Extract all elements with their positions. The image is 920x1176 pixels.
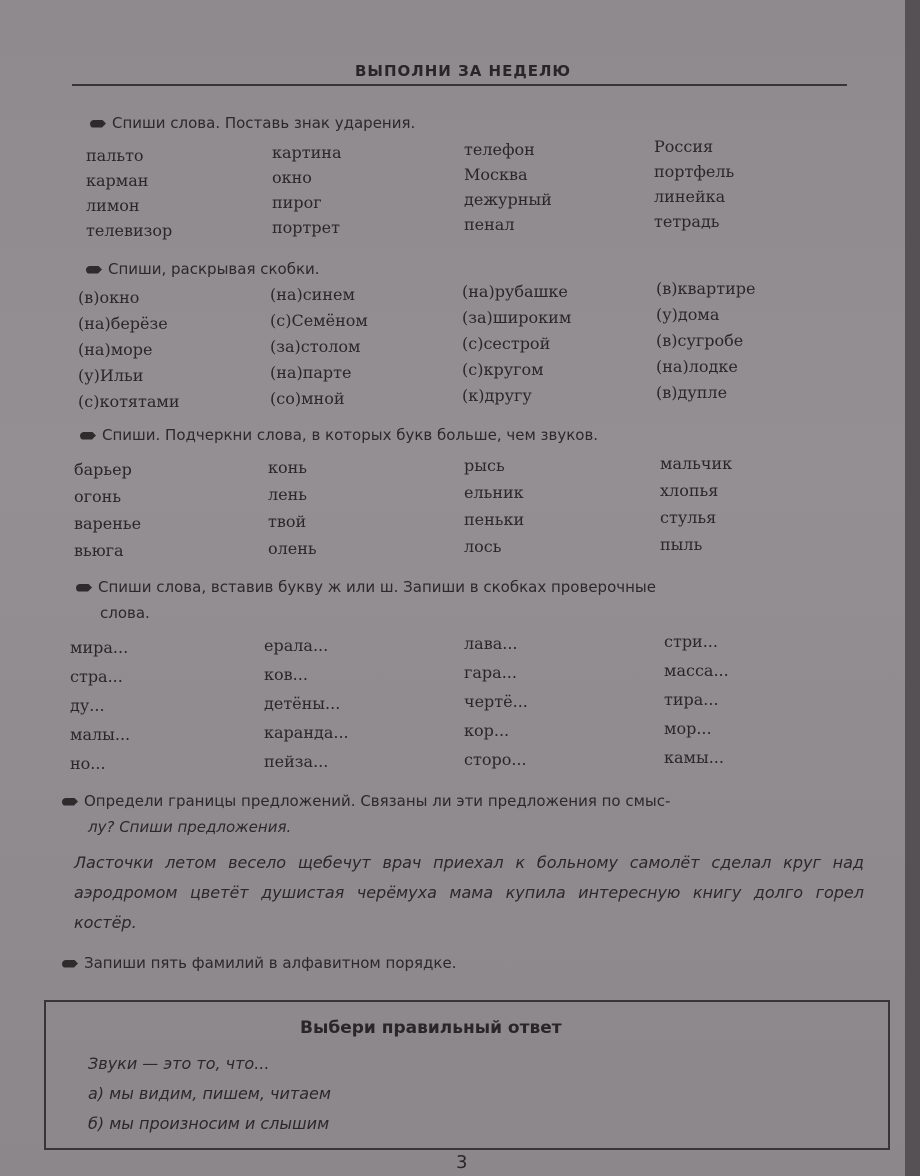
pencil-bullet-icon	[62, 798, 78, 806]
section4-instruction-line1: Спиши слова, вставив букву ж или ш. Запиши в скобках проверочные	[98, 578, 656, 596]
section3-word: вьюга	[74, 541, 124, 560]
section4-word: камы...	[664, 748, 724, 767]
section3-word: твой	[268, 512, 307, 531]
section1-word: тетрадь	[654, 212, 720, 231]
section1-word: линейка	[654, 187, 726, 206]
section1-instruction	[90, 112, 415, 134]
section4-word: стра...	[70, 667, 123, 686]
page-header-title: ВЫПОЛНИ ЗА НЕДЕЛЮ	[355, 62, 572, 80]
header-divider	[72, 84, 847, 86]
section1-word: портфель	[654, 162, 735, 181]
page-number: 3	[456, 1152, 468, 1173]
section4-word: мира...	[70, 638, 129, 657]
section3-word: варенье	[74, 514, 142, 533]
section2-word: (с)кругом	[462, 360, 544, 379]
pencil-bullet-icon	[80, 432, 96, 440]
section4-word: кор...	[464, 721, 510, 740]
section4-word: мор...	[664, 719, 712, 738]
section4-word: сторо...	[464, 750, 527, 769]
section3-word: пеньки	[464, 510, 525, 529]
section4-word: каранда...	[264, 723, 349, 742]
section2-word: (со)мной	[270, 389, 345, 408]
section4-word: ерала...	[264, 636, 329, 655]
box-option-a: а) мы видим, пишем, читаем	[88, 1084, 331, 1103]
section1-word: Россия	[654, 137, 714, 156]
box-title: Выбери правильный ответ	[300, 1018, 562, 1038]
section4-word: ду...	[70, 696, 105, 715]
section1-word: Москва	[464, 165, 528, 184]
pencil-bullet-icon	[62, 960, 78, 968]
pencil-bullet-icon	[76, 584, 92, 592]
box-option-b: б) мы произносим и слышим	[88, 1114, 330, 1133]
section2-word: (на)берёзе	[78, 314, 168, 333]
section1-word: пирог	[272, 193, 322, 212]
section3-word: стулья	[660, 508, 717, 527]
section1-word: портрет	[272, 218, 340, 237]
section4-word: но...	[70, 754, 106, 773]
section2-word: (за)широким	[462, 308, 572, 327]
section2-word: (в)окно	[78, 288, 140, 307]
box-question: Звуки — это то, что...	[88, 1054, 270, 1073]
section5-instruction	[62, 790, 670, 812]
section2-word: (на)парте	[270, 363, 352, 382]
section2-word: (с)Семёном	[270, 311, 368, 330]
section1-word: окно	[272, 168, 312, 187]
section2-word: (с)котятами	[78, 392, 180, 411]
section1-word: телефон	[464, 140, 535, 159]
section2-word: (в)сугробе	[656, 331, 744, 350]
section3-word: рысь	[464, 456, 505, 475]
section2-word: (у)Ильи	[78, 366, 144, 385]
pencil-bullet-icon	[86, 266, 102, 274]
section1-word: карман	[86, 171, 149, 190]
section1-word: телевизор	[86, 221, 173, 240]
section4-word: масса...	[664, 661, 729, 680]
section2-word: (на)синем	[270, 285, 355, 304]
section2-word: (на)море	[78, 340, 153, 359]
section2-word: (за)столом	[270, 337, 361, 356]
section6-instruction	[62, 952, 456, 974]
section4-word: ков...	[264, 665, 308, 684]
section2-word: (на)рубашке	[462, 282, 568, 301]
section2-word: (к)другу	[462, 386, 532, 405]
section3-word: барьер	[74, 460, 132, 479]
section2-word: (с)сестрой	[462, 334, 551, 353]
section5-instruction-line1: Определи границы предложений. Связаны ли эти предложения по смыс-	[84, 792, 671, 810]
section1-word: пенал	[464, 215, 515, 234]
page-edge-shadow	[905, 0, 920, 1176]
section2-word: (у)дома	[656, 305, 720, 324]
section4-word: пейза...	[264, 752, 329, 771]
section3-word: конь	[268, 458, 308, 477]
section4-word: малы...	[70, 725, 131, 744]
section4-word: чертё...	[464, 692, 528, 711]
section3-word: мальчик	[660, 454, 733, 473]
section1-word: пальто	[86, 146, 144, 165]
section1-word: картина	[272, 143, 342, 162]
section2-word: (в)дупле	[656, 383, 728, 402]
section1-word: дежурный	[464, 190, 552, 209]
section4-word: детёны...	[264, 694, 341, 713]
section3-word: олень	[268, 539, 317, 558]
section3-instruction-text: Спиши. Подчеркни слова, в которых букв больше, чем звуков.	[102, 426, 599, 444]
section2-word: (на)лодке	[656, 357, 738, 376]
section4-instruction	[76, 576, 656, 598]
section5-instruction-line2: лу? Спиши предложения.	[88, 818, 292, 836]
section3-word: пыль	[660, 535, 703, 554]
section3-word: огонь	[74, 487, 122, 506]
section1-instruction-text: Спиши слова. Поставь знак ударения.	[112, 114, 416, 132]
section2-word: (в)квартире	[656, 279, 756, 298]
run-on-sentences-text: Ласточки летом весело щебечут врач приехал к больному самолёт сделал круг над аэродромом цветёт душистая черёмуха мама купила интересную книгу долго горел костёр.	[74, 853, 864, 932]
section1-word: лимон	[86, 196, 140, 215]
section4-word: тира...	[664, 690, 719, 709]
section3-word: лось	[464, 537, 502, 556]
pencil-bullet-icon	[90, 120, 106, 128]
section4-word: гара...	[464, 663, 517, 682]
section4-instruction-line2: слова.	[100, 604, 150, 622]
section3-word: лень	[268, 485, 308, 504]
section2-instruction	[86, 258, 320, 280]
section2-instruction-text: Спиши, раскрывая скобки.	[108, 260, 320, 278]
section6-instruction-text: Запиши пять фамилий в алфавитном порядке.	[84, 954, 457, 972]
section3-instruction	[80, 424, 598, 446]
section3-word: ельник	[464, 483, 524, 502]
section4-word: стри...	[664, 632, 718, 651]
section3-word: хлопья	[660, 481, 719, 500]
section4-word: лава...	[464, 634, 518, 653]
